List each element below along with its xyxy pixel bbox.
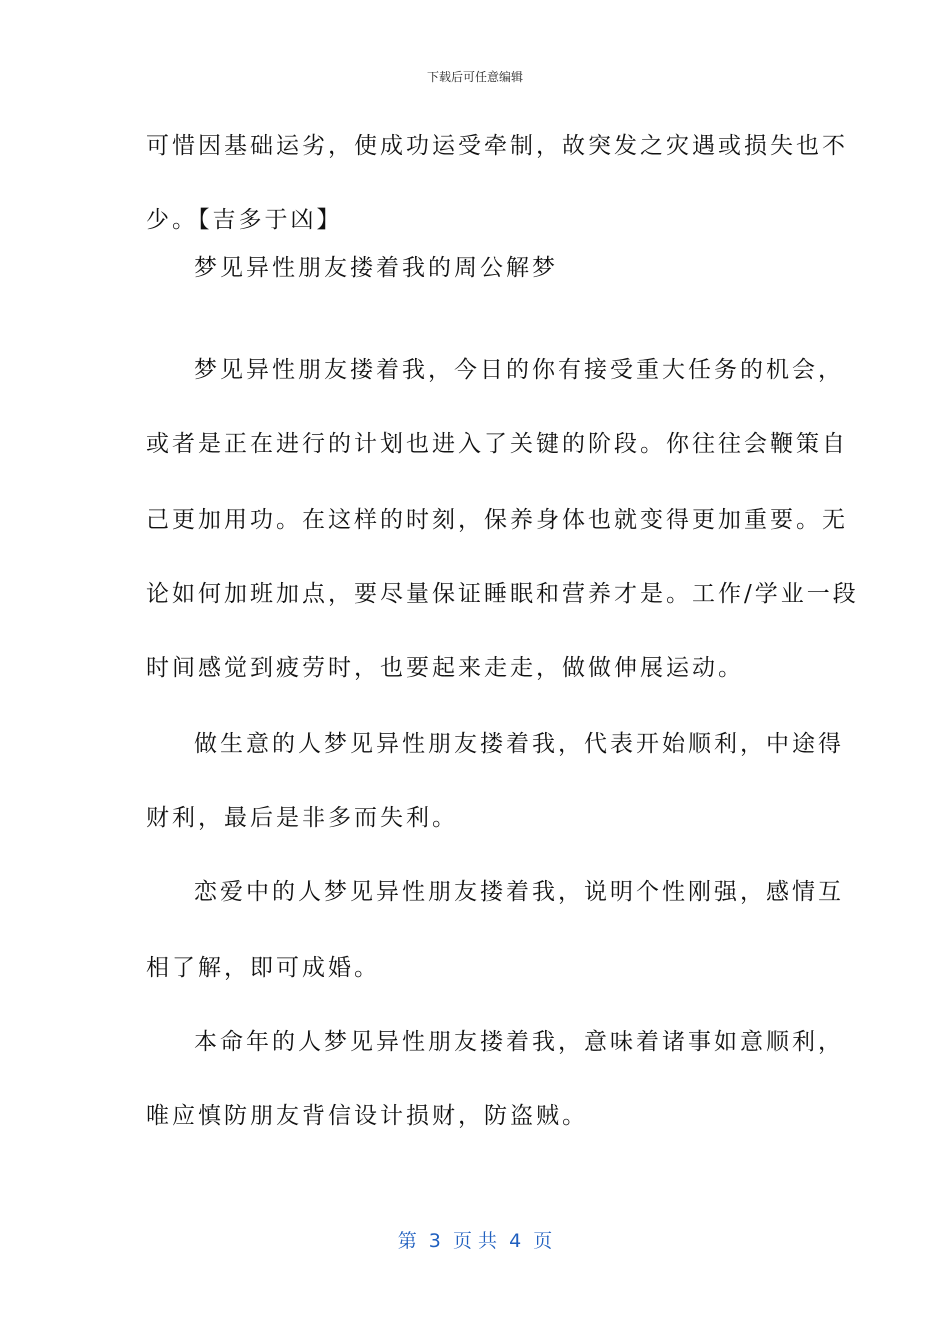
text-line: 梦见异性朋友搂着我，今日的你有接受重大任务的机会，: [194, 357, 844, 383]
text-line: 可惜因基础运劣，使成功运受牵制，故突发之灾遇或损失也不: [146, 133, 848, 159]
page-number-footer: 第 3 页 共 4 页: [397, 1230, 553, 1252]
text-line: 恋爱中的人梦见异性朋友搂着我，说明个性刚强，感情互: [194, 879, 844, 905]
text-line: 少。【吉多于凶】: [146, 207, 343, 233]
header-note: 下载后可任意编辑: [426, 70, 523, 84]
text-line: 唯应慎防朋友背信设计损财，防盗贼。: [146, 1103, 588, 1129]
text-line: 做生意的人梦见异性朋友搂着我，代表开始顺利，中途得: [194, 731, 844, 757]
text-line: 相了解，即可成婚。: [146, 955, 380, 981]
text-line: 时间感觉到疲劳时，也要起来走走，做做伸展运动。: [146, 655, 744, 681]
text-line: 己更加用功。在这样的时刻，保养身体也就变得更加重要。无: [146, 507, 848, 533]
text-line: 本命年的人梦见异性朋友搂着我，意味着诸事如意顺利，: [194, 1029, 844, 1055]
section-heading: 梦见异性朋友搂着我的周公解梦: [194, 255, 558, 281]
text-line: 论如何加班加点，要尽量保证睡眠和营养才是。工作/学业一段: [146, 581, 859, 607]
text-line: 财利，最后是非多而失利。: [146, 805, 458, 831]
text-line: 或者是正在进行的计划也进入了关键的阶段。你往往会鞭策自: [146, 431, 848, 457]
